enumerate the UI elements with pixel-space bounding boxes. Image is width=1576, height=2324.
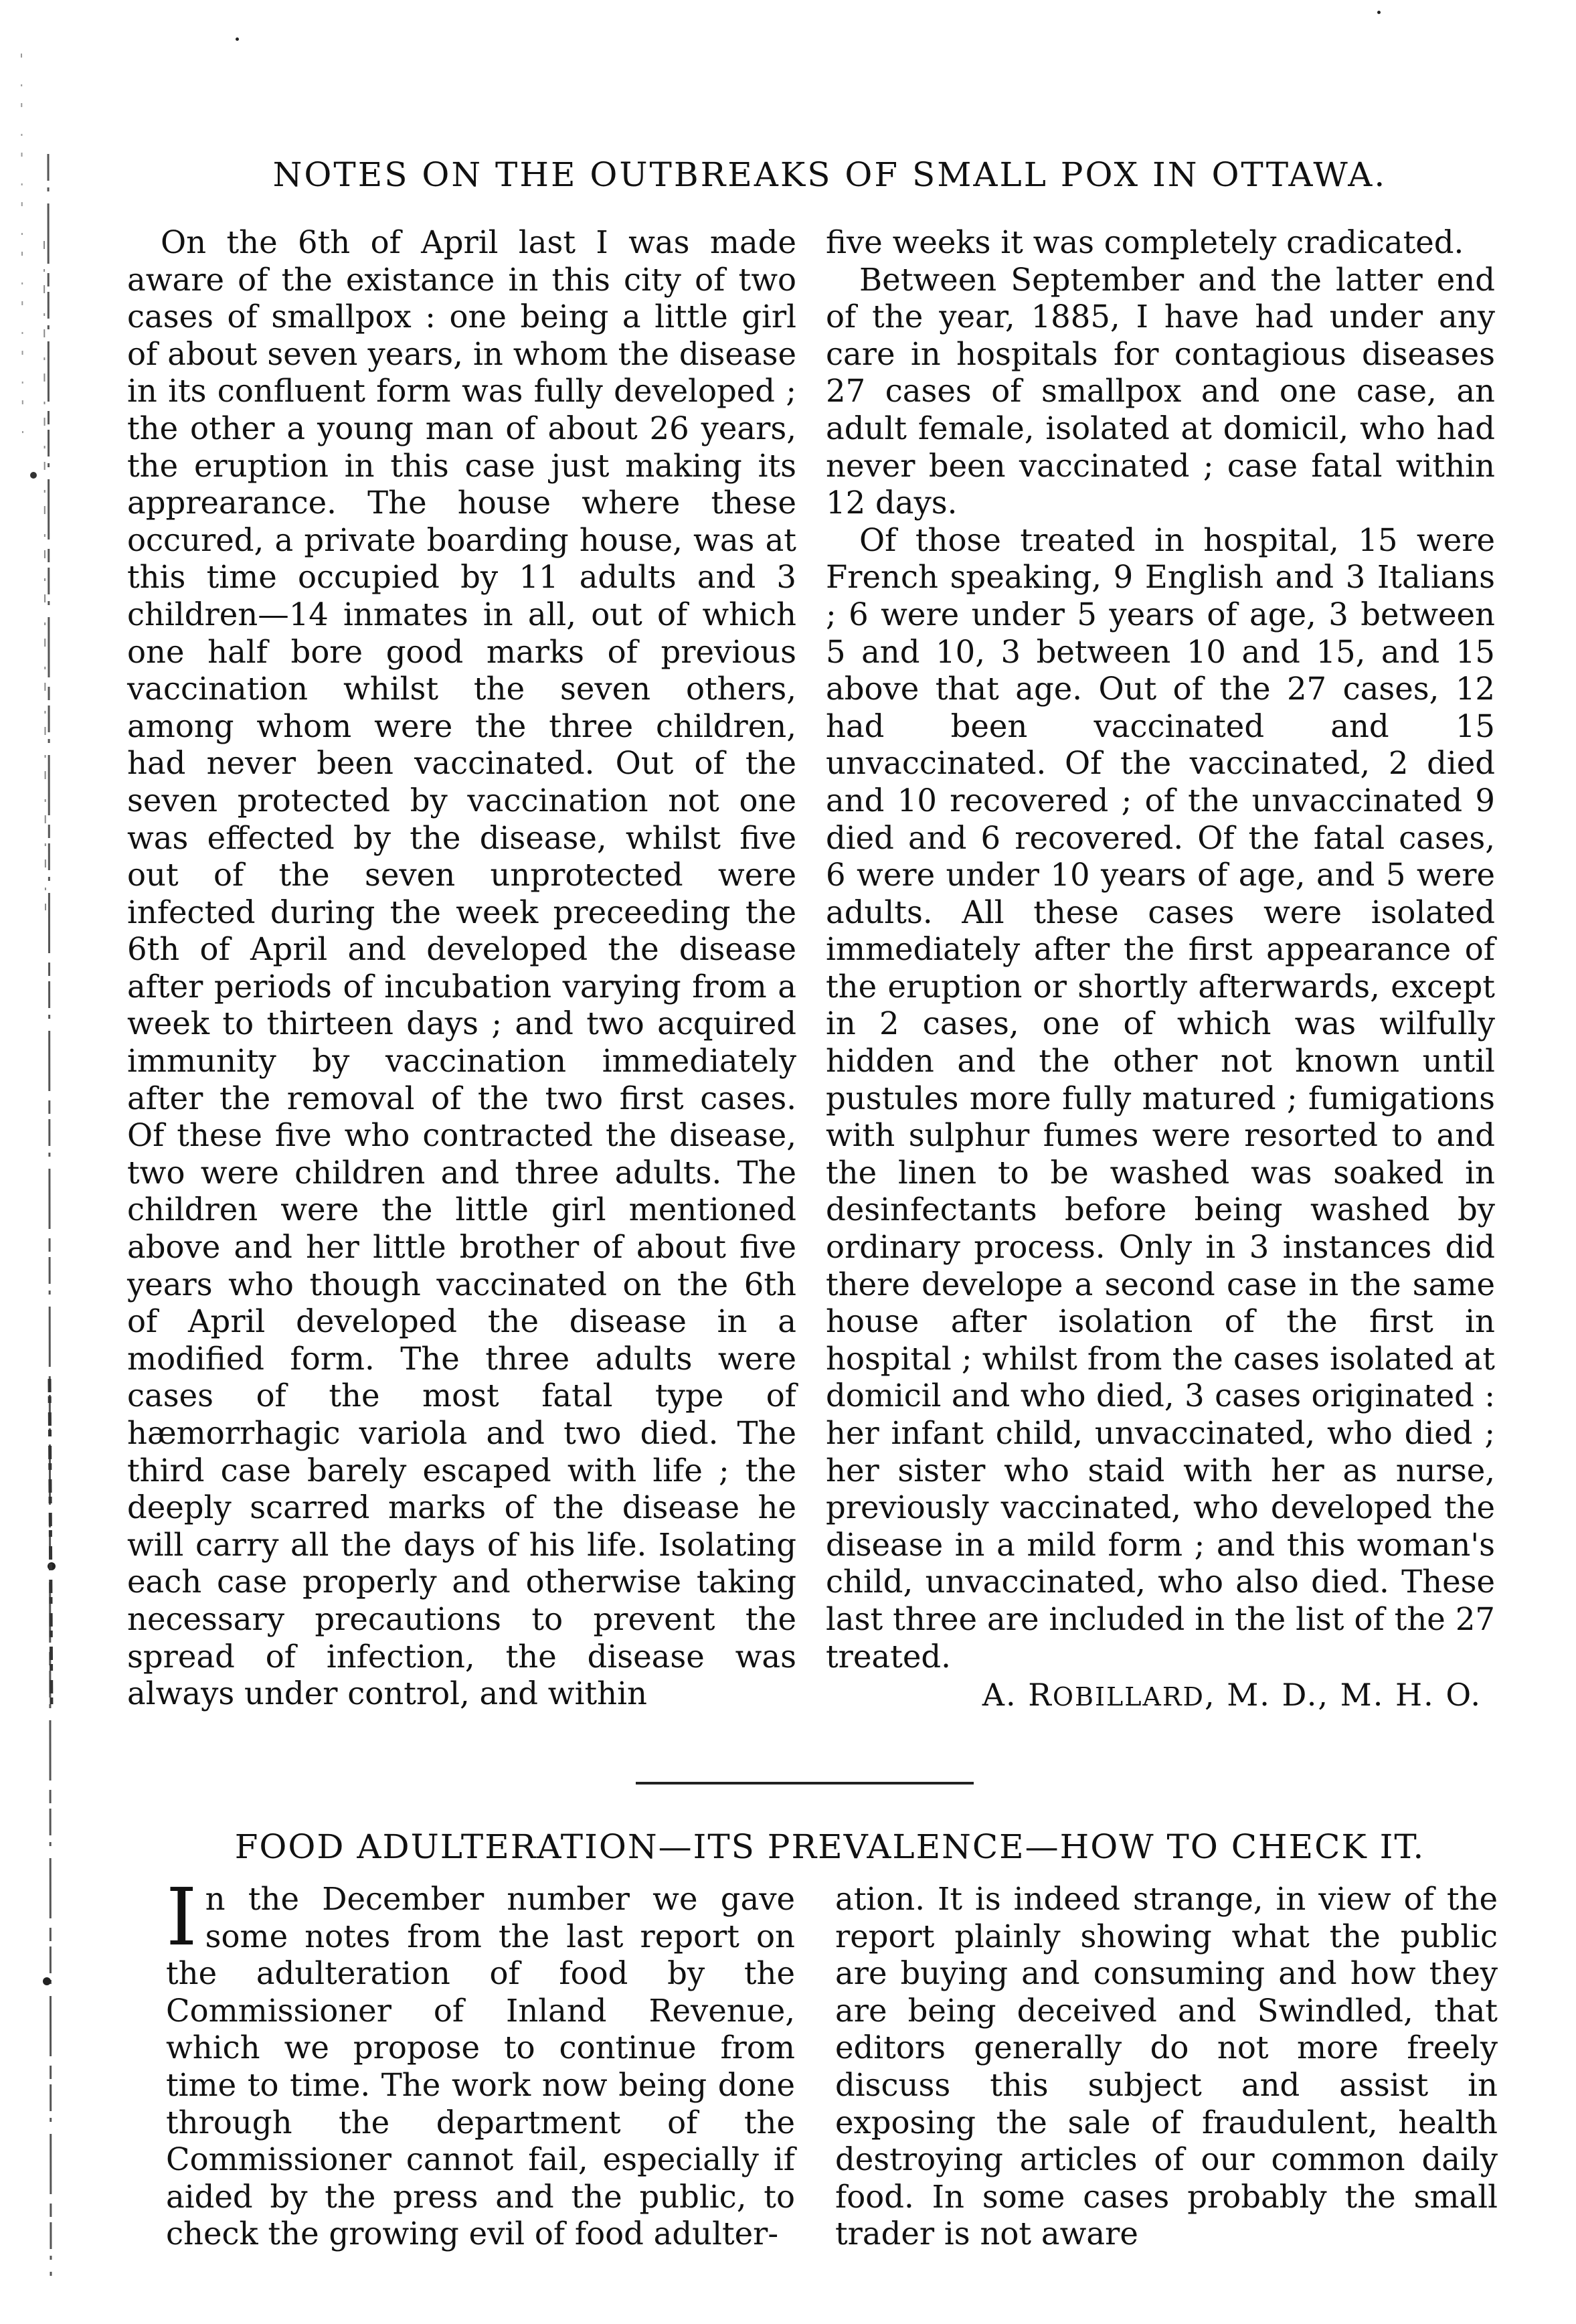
article-column-right xyxy=(826,224,1495,1716)
signature-initial: A. R xyxy=(982,1677,1053,1714)
paragraph: Of those treated in hospital, 15 were French speaking, 9 English and 3 Italians ; 6 were under 5 years of age, 3 between 5 and 10, 3 between 10 and 15, and 15 above that age. Out of the 27 cases, 12 had been vaccinated and 15 unvaccinated. Of the vaccinated, 2 died and 10 recovered ; of the unvaccinated 9 died and 6 recovered. Of the fatal cases, 6 were under 10 years of age, and 5 were adults. All these cases were isolated immediately after the first appearance of the eruption or shortly afterwards, except in 2 cases, one of which was wilfully hidden and the other not known until pustules more fully matured ; fumigations with sulphur fumes were resorted to and the linen to be washed was soaked in desinfectants before being washed by ordinary process. Only in 3 instances did there develope a second case in the same house after isolation of the first in hospital ; whilst from the cases isolated at domicil and who died, 3 cases originated : her infant child, unvaccinated, who died ; her sister who staid with her as nurse, previously vaccinated, who developed the disease in a mild form ; and this woman's child, unvaccinated, who also died. These last three are included in the list of the 27 treated. xyxy=(826,521,1495,1675)
signature-degrees: , M. D., M. H. O. xyxy=(1204,1677,1482,1714)
page-speck xyxy=(1377,11,1381,14)
signature-surname: OBILLARD xyxy=(1052,1682,1205,1712)
article-title: NOTES ON THE OUTBREAKS OF SMALL POX IN OTTAWA. xyxy=(272,155,1387,194)
page-speck xyxy=(236,37,239,41)
paragraph: ation. It is indeed strange, in view of the report plainly showing what the public are buying and consuming and how they are being deceived and Swindled, that editors generally do not more freely discuss this subject and assist in exposing the sale of fraudulent, health destroying articles of our common daily food. In some cases probably the small trader is not aware xyxy=(835,1881,1498,2252)
article-title: FOOD ADULTERATION—ITS PREVALENCE—HOW TO CHECK IT. xyxy=(234,1827,1425,1866)
section-divider xyxy=(636,1782,974,1784)
paragraph: Between September and the latter end of the year, 1885, I have had under any care in hospitals for contagious diseases 27 cases of smallpox and one case, an adult female, isolated at domicil, who had never been vaccinated ; case fatal within 12 days. xyxy=(826,261,1495,521)
paragraph: n the December number we gave some notes from the last report on the adulteration of food by the Commissioner of Inland Revenue, which we propose to continue from time to time. The work now being done through the department of the Commissioner cannot fail, especially if aided by the press and the public, to check the growing evil of food adulter- xyxy=(166,1881,795,2252)
paragraph: On the 6th of April last I was made aware of the existance in this city of two cases of smallpox : one being a little girl of about seven years, in whom the disease in its confluent form was fully developed ; the other a young man of about 26 years, the eruption in this case just making its apprearance. The house where these occured, a private boarding house, was at this time occupied by 11 adults and 3 children—14 inmates in all, out of which one half bore good marks of previous vaccination whilst the seven others, among whom were the three children, had never been vaccinated. Out of the seven protected by vaccination not one was effected by the disease, whilst five out of the seven unprotected were infected during the week preceeding the 6th of April and developed the disease after periods of incubation varying from a week to thirteen days ; and two acquired immunity by vaccination immediately after the removal of the two first cases. Of these five who contracted the disease, two were children and three adults. The children were the little girl mentioned above and her little brother of about five years who though vaccinated on the 6th of April developed the disease in a modified form. The three adults were cases of the most fatal type of hæmorrhagic variola and two died. The third case barely escaped with life ; the deeply scarred marks of the disease he will carry all the days of his life. Isolating each case properly and otherwise taking necessary precautions to prevent the spread of infection, the disease was always under control, and within xyxy=(127,224,796,1712)
paragraph: five weeks it was completely cradicated. xyxy=(826,224,1464,260)
author-signature xyxy=(826,1677,1495,1716)
article-column-right xyxy=(835,1881,1498,2253)
drop-cap: I xyxy=(166,1871,197,1963)
binding-edge-marks xyxy=(15,40,62,2289)
article-column-left xyxy=(166,1871,795,2253)
article-column-left xyxy=(127,224,796,1713)
